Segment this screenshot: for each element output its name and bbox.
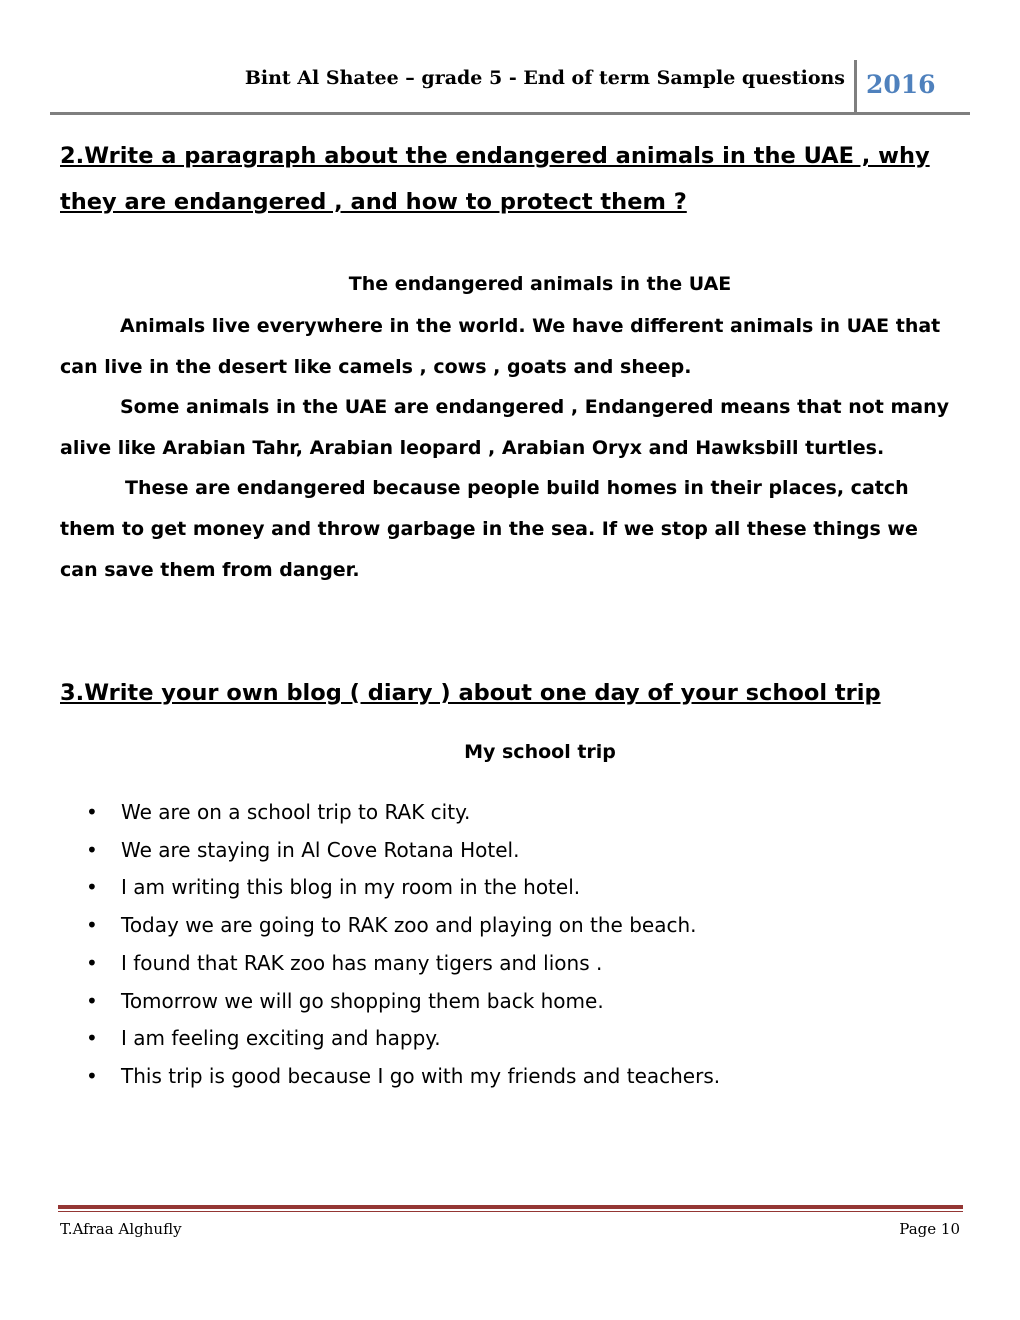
bullet-icon: • — [86, 913, 98, 938]
list-item — [60, 1058, 720, 1096]
list-item-text: This trip is good because I go with my friends and teachers. — [121, 1063, 721, 1088]
list-item-text: We are staying in Al Cove Rotana Hotel. — [121, 837, 520, 862]
question-2-line-1: 2.Write a paragraph about the endangered animals in the UAE , why — [60, 143, 930, 169]
list-item — [60, 945, 720, 983]
header-divider — [854, 60, 857, 112]
footer-page-number: Page 10 — [899, 1220, 960, 1238]
list-item-text: Today we are going to RAK zoo and playing on the beach. — [121, 913, 697, 938]
bullet-icon: • — [86, 1026, 98, 1051]
bullet-icon: • — [86, 800, 98, 824]
list-item — [60, 1020, 720, 1058]
footer-author: T.Afraa Alghufly — [60, 1220, 182, 1238]
header-year: 2016 — [866, 70, 936, 99]
bullet-icon: • — [86, 837, 98, 862]
question-2-line-2: they are endangered , and how to protect them ? — [60, 189, 687, 215]
essay-paragraph: Animals live everywhere in the world. We have different animals in UAE that can live in the desert like camels , cows , goats and sheep. — [60, 315, 941, 378]
header-title: Bint Al Shatee – grade 5 - End of term Sample questions — [244, 67, 845, 89]
essay-title: The endangered animals in the UAE — [348, 273, 732, 295]
list-item — [60, 832, 720, 870]
question-3-title: 3.Write your own blog ( diary ) about one day of your school trip — [60, 680, 881, 706]
footer-rule-thin — [58, 1211, 963, 1212]
header-rule — [50, 112, 970, 115]
bullet-icon: • — [86, 875, 98, 900]
bullet-icon: • — [86, 988, 98, 1013]
essay-body — [60, 306, 960, 590]
list-item — [60, 907, 720, 945]
essay-paragraph: Some animals in the UAE are endangered , Endangered means that not many alive like Arabian Tahr, Arabian leopard , Arabian Oryx and Hawksbill turtles. — [60, 396, 950, 459]
essay-paragraph: These are endangered because people build homes in their places, catch them to get money and throw garbage in the sea. If we stop all these things we can save them from danger. — [60, 477, 918, 581]
list-item-text: I found that RAK zoo has many tigers and lions . — [121, 950, 603, 975]
list-item — [60, 794, 720, 832]
list-item — [60, 983, 720, 1021]
bullet-icon: • — [86, 1063, 98, 1088]
list-item — [60, 869, 720, 907]
list-item-text: I am writing this blog in my room in the hotel. — [121, 875, 581, 900]
list-item-text: Tomorrow we will go shopping them back home. — [121, 988, 604, 1013]
bullet-icon: • — [86, 950, 98, 975]
blog-title: My school trip — [464, 741, 616, 763]
list-item-text: I am feeling exciting and happy. — [121, 1026, 441, 1051]
list-item-text: We are on a school trip to RAK city. — [121, 800, 471, 824]
blog-list — [60, 794, 720, 1096]
footer-rule-thick — [58, 1205, 963, 1209]
